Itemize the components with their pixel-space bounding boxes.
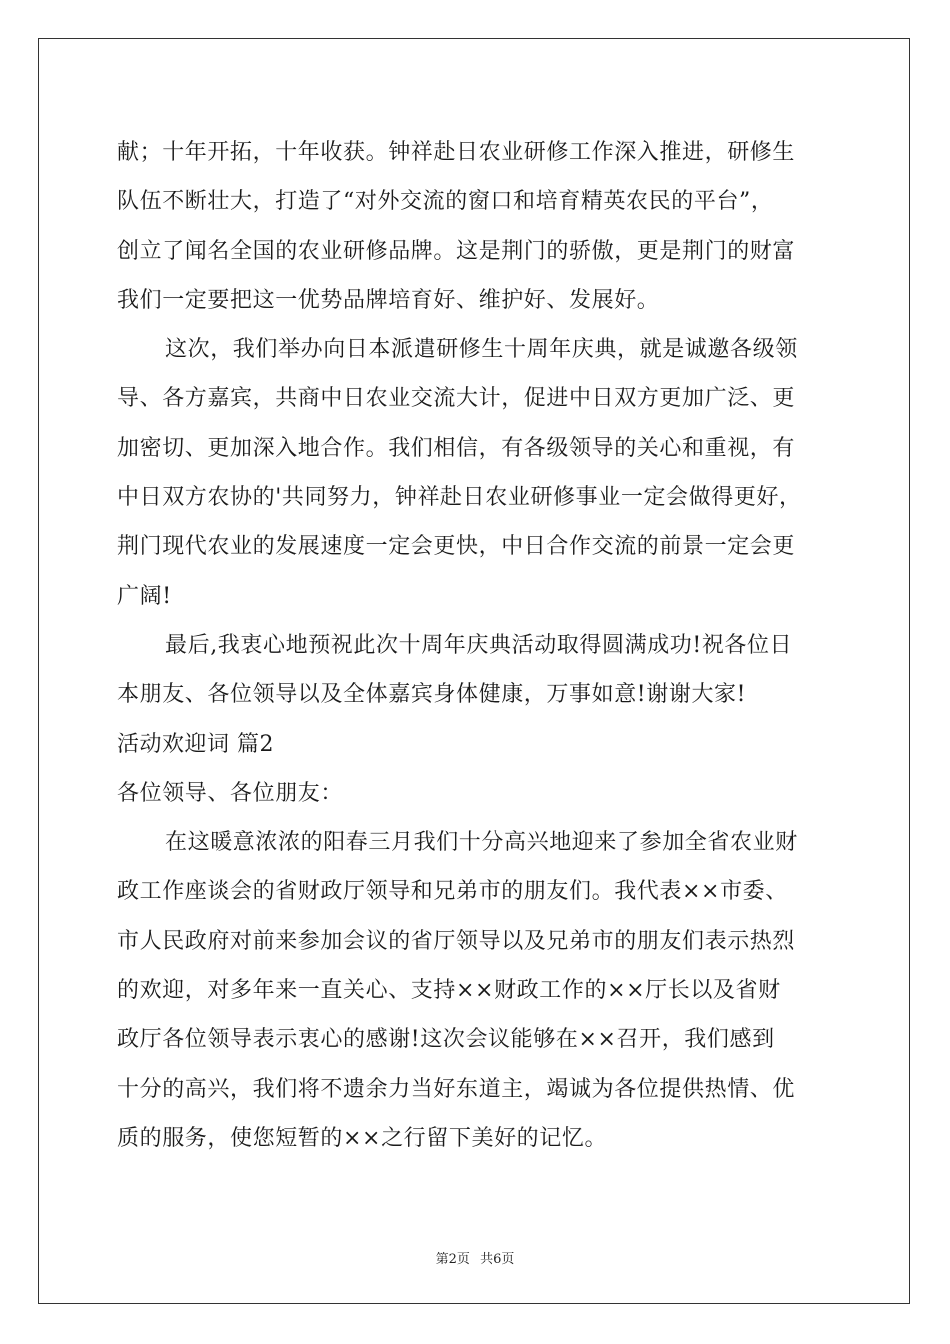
paragraph-line: 队伍不断壮大，打造了“对外交流的窗口和培育精英农民的平台”， [117, 189, 774, 215]
paragraph-line: 本朋友、各位领导以及全体嘉宾身体健康，万事如意!谢谢大家! [117, 682, 747, 708]
paragraph-line: 加密切、更加深入地合作。我们相信，有各级领导的关心和重视，有 [117, 435, 796, 461]
salutation-line: 各位领导、各位朋友： [117, 780, 344, 806]
section-heading: 活动欢迎词 篇2 [117, 731, 274, 757]
paragraph-line: 广阔! [117, 583, 172, 609]
paragraph-line: 中日双方农协的'共同努力，钟祥赴日农业研修事业一定会做得更好， [117, 485, 802, 511]
paragraph-line: 献；十年开拓，十年收获。钟祥赴日农业研修工作深入推进，研修生 [117, 140, 796, 165]
page-number: 第2页 [435, 1252, 470, 1267]
page-total: 共6页 [480, 1252, 515, 1267]
paragraph-line: 市人民政府对前来参加会议的省厅领导以及兄弟市的朋友们表示热烈 [117, 928, 796, 954]
document-body [117, 128, 857, 1163]
paragraph-line: 十分的高兴，我们将不遗余力当好东道主，竭诚为各位提供热情、优 [117, 1076, 796, 1102]
paragraph-line: 在这暖意浓浓的阳春三月我们十分高兴地迎来了参加全省农业财 [165, 830, 798, 856]
paragraph-line: 导、各方嘉宾，共商中日农业交流大计，促进中日双方更加广泛、更 [117, 386, 796, 412]
paragraph-line: 政工作座谈会的省财政厅领导和兄弟市的朋友们。我代表××市委、 [117, 879, 788, 905]
paragraph-line: 质的服务，使您短暂的××之行留下美好的记忆。 [117, 1125, 608, 1151]
paragraph-line: 荆门现代农业的发展速度一定会更快，中日合作交流的前景一定会更 [117, 534, 796, 560]
paragraph-line: 政厅各位领导表示衷心的感谢!这次会议能够在××召开，我们感到 [117, 1027, 775, 1053]
paragraph-line: 最后,我衷心地预祝此次十周年庆典活动取得圆满成功!祝各位日 [165, 632, 793, 658]
paragraph-line: 的欢迎，对多年来一直关心、支持××财政工作的××厅长以及省财 [117, 978, 781, 1004]
page-footer [0, 1248, 950, 1267]
paragraph-line: 创立了闻名全国的农业研修品牌。这是荆门的骄傲，更是荆门的财富 [117, 238, 796, 264]
paragraph-line: 这次，我们举办向日本派遣研修生十周年庆典，就是诚邀各级领 [165, 337, 798, 363]
paragraph-line: 我们一定要把这一优势品牌培育好、维护好、发展好。 [117, 287, 660, 313]
